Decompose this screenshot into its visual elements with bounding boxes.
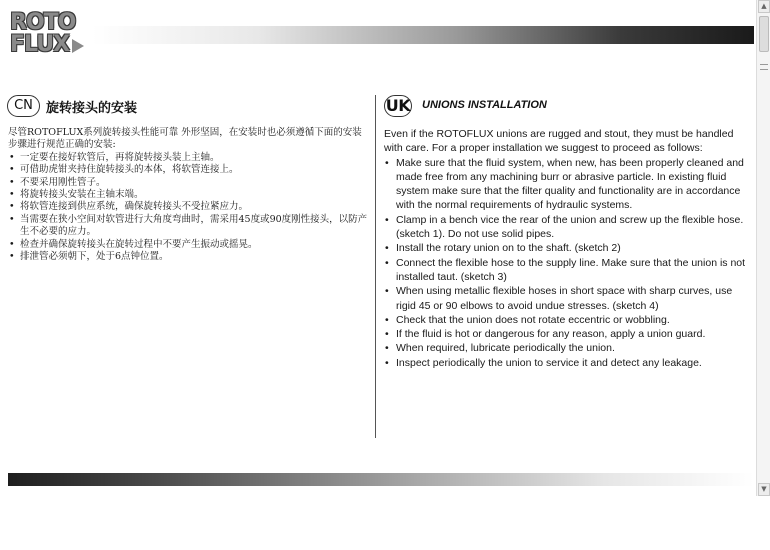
cn-language-badge: CN	[7, 95, 40, 117]
uk-intro: Even if the ROTOFLUX unions are rugged and stout, they must be handled with care. For a proper installation we suggest to proceed as follows:	[384, 128, 734, 155]
uk-list-item: • If the fluid is hot or dangerous for any reason, apply a union guard.	[384, 327, 750, 341]
uk-section-title: UNIONS INSTALLATION	[422, 99, 547, 111]
scrollbar-thumb[interactable]	[759, 16, 769, 52]
uk-list-item: • When using metallic flexible hoses in short space with sharp curves, use rigid 45 or 90 elbows to avoid undue stresses. (sketch 4)	[384, 284, 750, 313]
cn-list-item: • 检查并确保旋转接头在旋转过程中不要产生振动或摇晃。	[8, 239, 371, 251]
uk-list-item: • Inspect periodically the union to service it and detect any leakage.	[384, 356, 750, 370]
cn-instruction-list	[8, 152, 371, 264]
uk-instruction-list	[384, 156, 750, 370]
arrow-up-icon[interactable]: ▲	[758, 0, 770, 13]
cn-list-item: • 可借助虎钳夹持住旋转接头的本体，将软管连接上。	[8, 164, 371, 176]
cn-list-item: • 当需要在狭小空间对软管进行大角度弯曲时，需采用45度或90度刚性接头，以防产生不必要的应力。	[8, 214, 371, 239]
uk-language-badge: UK	[385, 96, 411, 115]
cn-list-item: • 排泄管必须朝下，处于6点钟位置。	[8, 251, 371, 263]
logo-text-roto: ROTO	[10, 10, 76, 35]
uk-list-item: • Make sure that the fluid system, when new, has been properly cleaned and made free from any machining burr or abrasive particle. In existing fluid system make sure that the filter quality and functionality are in accordance with the normal requirements of hydraulic systems.	[384, 156, 750, 213]
cn-section-body	[8, 127, 371, 263]
cn-list-item: • 将旋转接头安装在主轴末端。	[8, 189, 371, 201]
uk-list-item: • When required, lubricate periodically the union.	[384, 341, 750, 355]
uk-section-body	[384, 127, 750, 370]
header-gradient-bar	[92, 26, 754, 44]
cn-section-title: 旋转接头的安装	[46, 101, 138, 116]
uk-list-item: • Clamp in a bench vice the rear of the union and screw up the flexible hose. (sketch 1). Do not use solid pipes.	[384, 213, 750, 242]
column-divider	[375, 95, 376, 438]
uk-list-item: • Connect the flexible hose to the supply line. Make sure that the union is not installed taut. (sketch 3)	[384, 256, 750, 285]
vertical-scrollbar[interactable]	[756, 0, 770, 496]
cn-list-item: • 将软管连接到供应系统，确保旋转接头不受拉紧应力。	[8, 201, 371, 213]
logo-arrow-icon	[72, 39, 84, 53]
uk-list-item: • Check that the union does not rotate eccentric or wobbling.	[384, 313, 750, 327]
scrollbar-grip-icon	[760, 64, 768, 70]
cn-list-item: • 一定要在接好软管后，再将旋转接头装上主轴。	[8, 152, 371, 164]
cn-list-item: • 不要采用刚性管子。	[8, 177, 371, 189]
logo-text-flux: FLUX	[10, 32, 70, 57]
rotoflux-logo	[8, 12, 88, 58]
footer-gradient-bar	[8, 473, 754, 486]
uk-list-item: • Install the rotary union on to the shaft. (sketch 2)	[384, 241, 750, 255]
arrow-down-icon[interactable]: ▼	[758, 483, 770, 496]
cn-intro: 尽管ROTOFLUX系列旋转接头性能可靠 外形坚固，在安装时也必须遵循下面的安装步骤进行规范正确的安装:	[8, 127, 362, 151]
